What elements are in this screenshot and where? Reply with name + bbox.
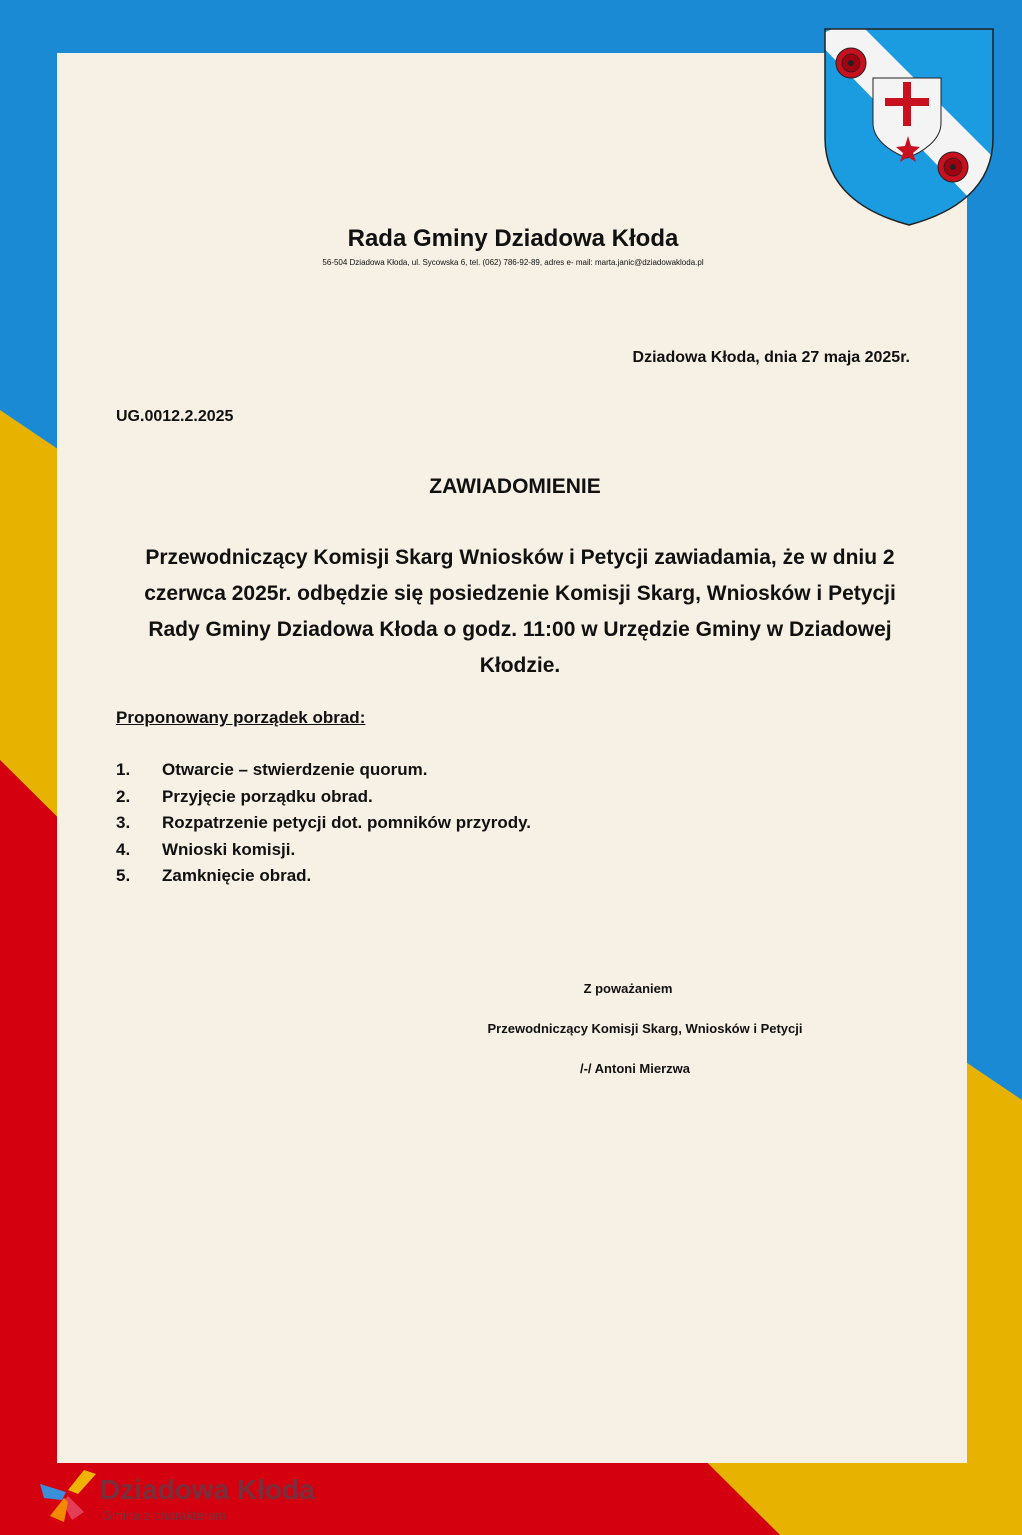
signature-role: Przewodniczący Komisji Skarg, Wniosków i Petycji bbox=[487, 1021, 803, 1036]
municipality-logo-tagline: Gmina z charakterem bbox=[102, 1508, 227, 1523]
agenda-heading: Proponowany porządek obrad: bbox=[116, 708, 366, 727]
rose-icon bbox=[938, 152, 968, 182]
council-address: 56-504 Dziadowa Kłoda, ul. Sycowska 6, tel. (062) 786-92-89, adres e- mail: marta.janic@dziadowakloda.pl bbox=[322, 258, 704, 267]
municipality-logo-name: Dziadowa Kłoda bbox=[100, 1474, 315, 1505]
agenda-item: 1. Otwarcie – stwierdzenie quorum. bbox=[116, 760, 428, 779]
notice-body: Przewodniczący Komisji Skarg Wniosków i Petycji zawiadamia, że w dniu 2 czerwca 2025r. odbędzie się posiedzenie Komisji Skarg, Wniosków i Petycji Rady Gminy Dziadowa Kłoda o godz. 11:00 w Urzędzie Gminy w Dziadowej Kłodzie. bbox=[144, 546, 896, 677]
signature-name: /-/ Antoni Mierzwa bbox=[579, 1061, 691, 1076]
agenda-item: 3. Rozpatrzenie petycji dot. pomników przyrody. bbox=[116, 813, 532, 832]
date-line: Dziadowa Kłoda, dnia 27 maja 2025r. bbox=[632, 349, 910, 366]
agenda-item: 5. Zamknięcie obrad. bbox=[116, 866, 312, 885]
municipality-logo-icon bbox=[38, 1468, 100, 1524]
coat-of-arms bbox=[824, 28, 994, 226]
council-title: Rada Gminy Dziadowa Kłoda bbox=[347, 225, 679, 252]
agenda-list bbox=[116, 760, 531, 893]
agenda-item: 2. Przyjęcie porządku obrad. bbox=[116, 786, 373, 806]
notice-heading: ZAWIADOMIENIE bbox=[429, 475, 601, 498]
reference-number: UG.0012.2.2025 bbox=[116, 408, 234, 425]
signature-greeting: Z poważaniem bbox=[583, 981, 673, 996]
agenda-item: 4. Wnioski komisji. bbox=[116, 839, 296, 859]
rose-icon bbox=[836, 48, 866, 78]
